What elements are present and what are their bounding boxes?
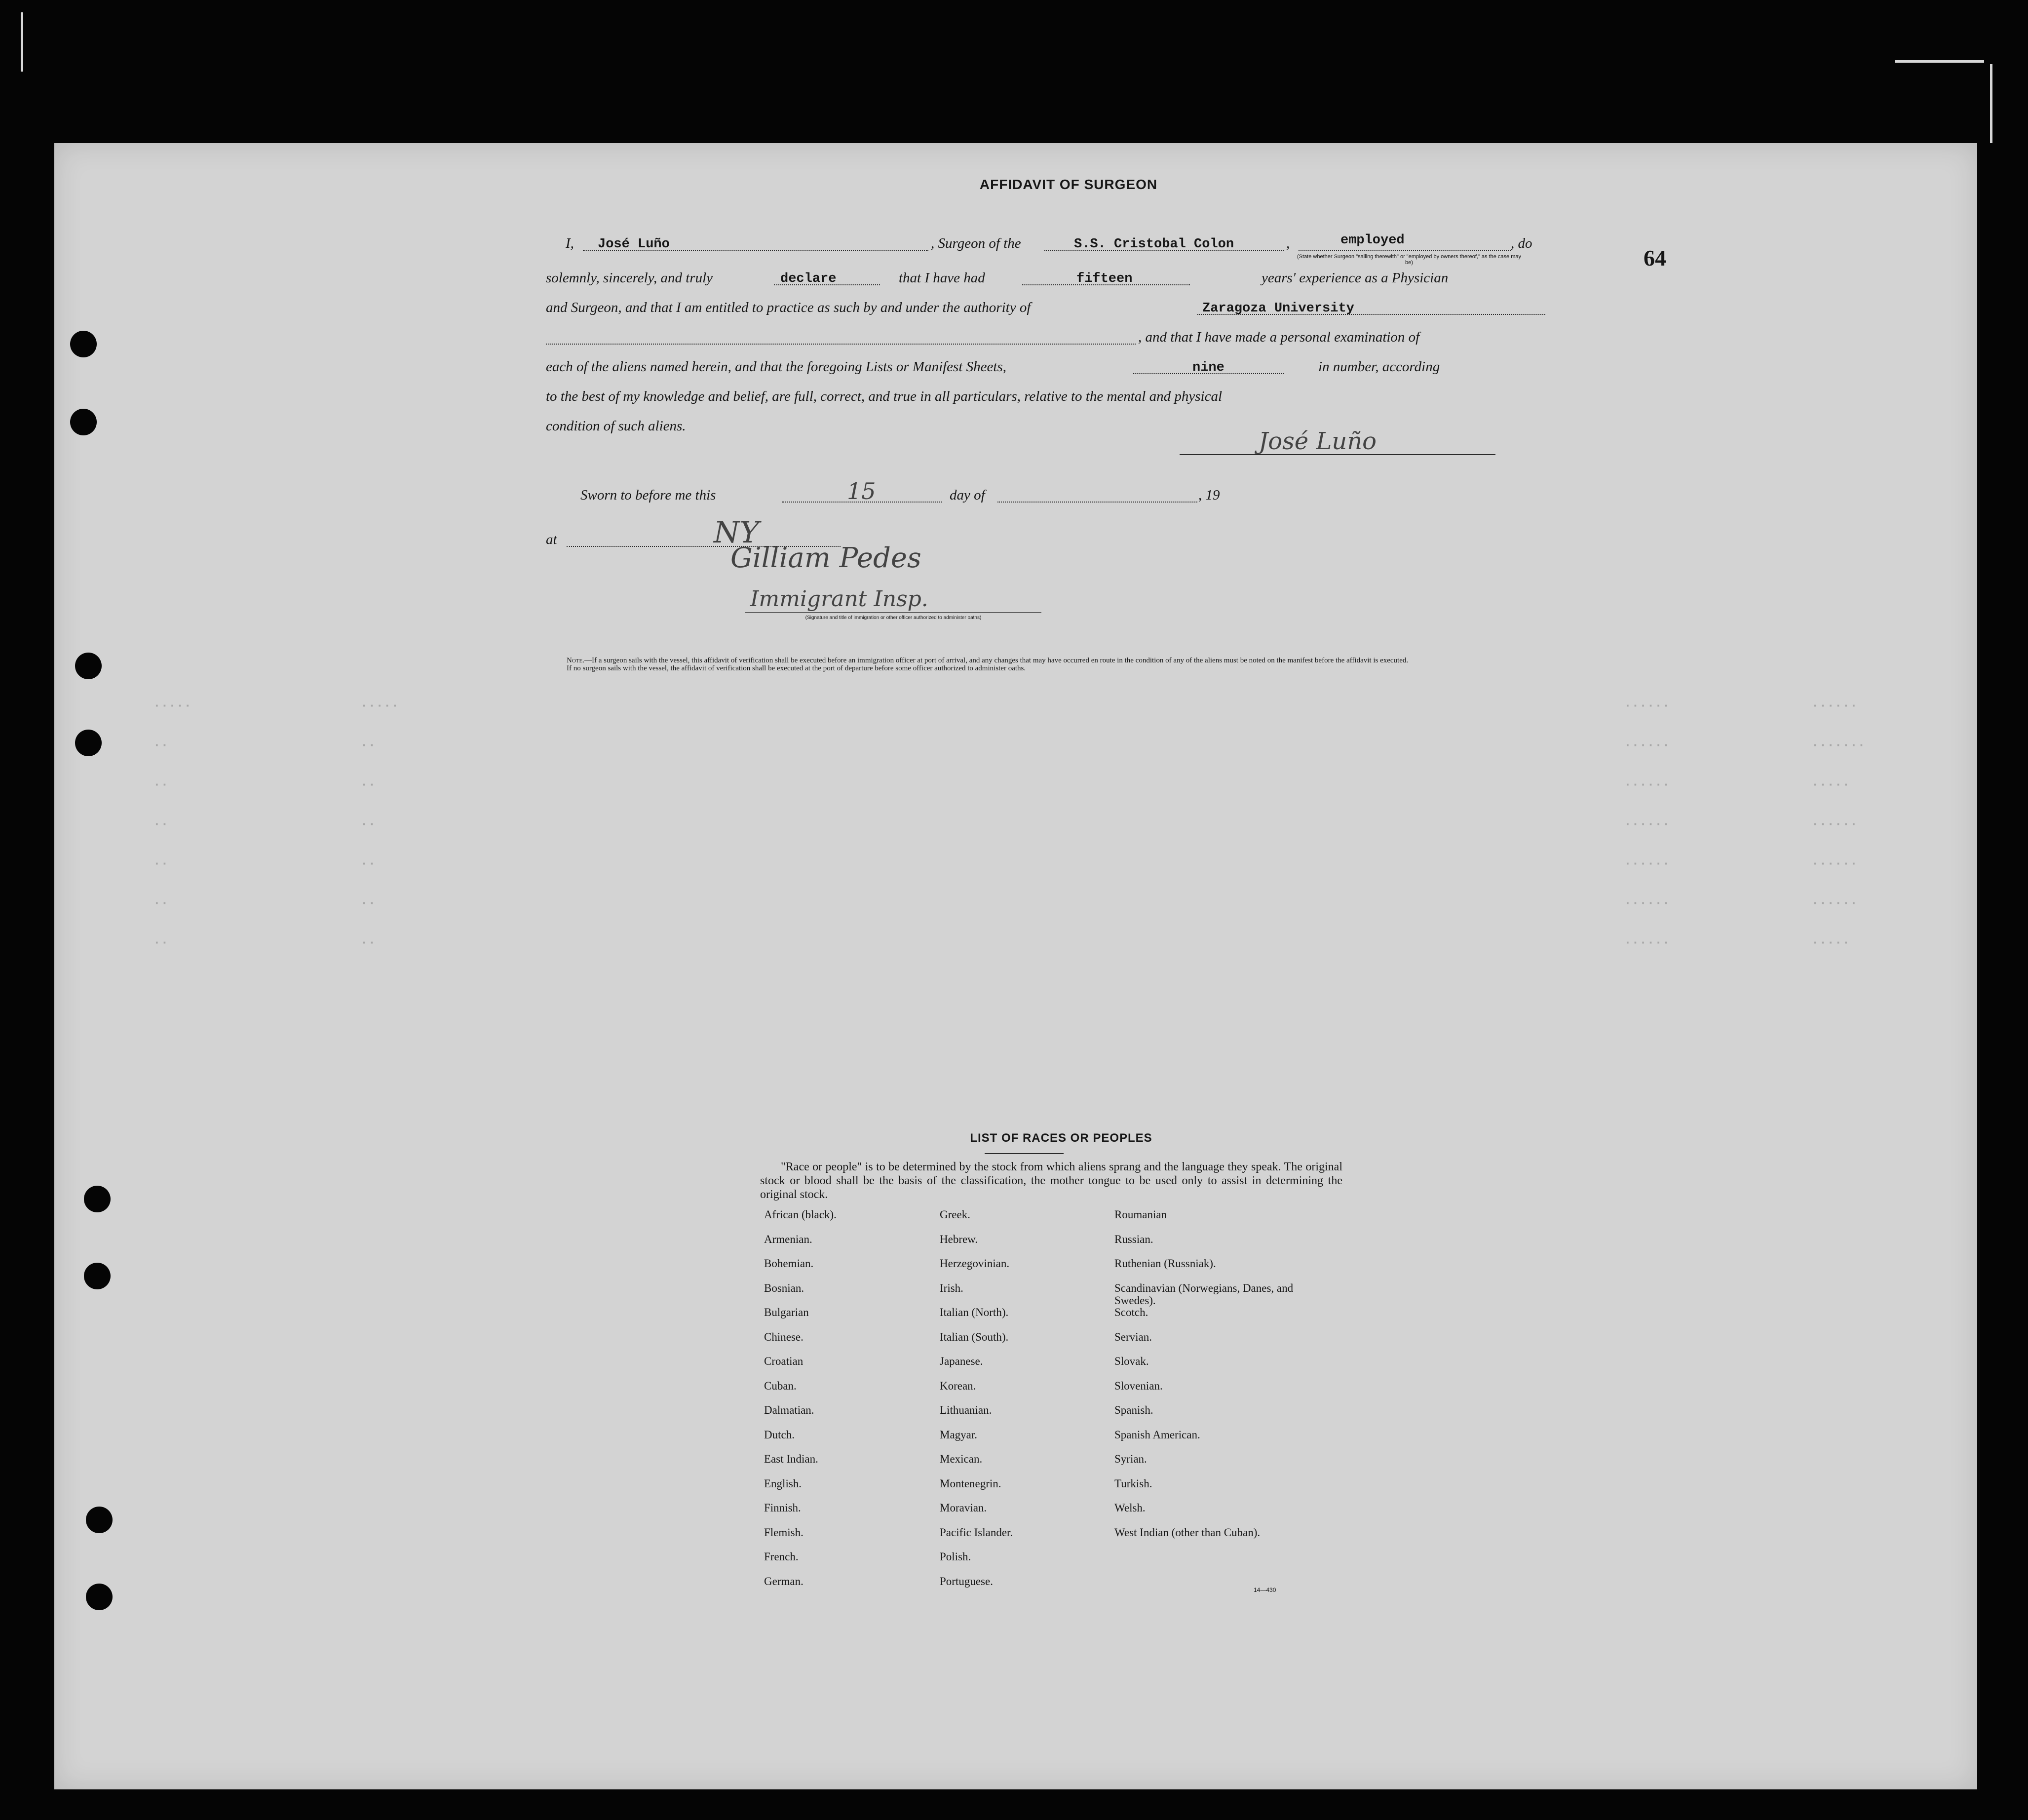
race-item: Spanish American. <box>1114 1428 1200 1441</box>
races-intro <box>760 1160 1342 1201</box>
note-line-2: If no surgeon sails with the vessel, the affidavit of verification shall be executed at the port of departure before some officer authorized to administer oaths. <box>567 664 1026 672</box>
race-item: Greek. <box>940 1208 970 1221</box>
line-text: , 19 <box>1198 487 1220 503</box>
race-item: Slovenian. <box>1114 1379 1163 1392</box>
line-text: , and that I have made a personal examination of <box>1138 329 1420 345</box>
races-column-3 <box>1114 1208 1322 1550</box>
line-text: each of the aliens named herein, and that the foregoing Lists or Manifest Sheets, <box>546 359 1006 375</box>
line-text: in number, according <box>1318 359 1440 375</box>
line-text: day of <box>950 487 985 503</box>
surgeon-signature: José Luño <box>1259 427 1377 455</box>
race-item: Bosnian. <box>764 1281 804 1294</box>
race-item: Cuban. <box>764 1379 797 1392</box>
note-text: —If a surgeon sails with the vessel, this affidavit of verification shall be executed before an immigration officer at port of arrival, and any changes that may have occurred en route in the condition of any of the aliens must be noted on the manifest before the affidavit is executed. <box>584 657 1409 664</box>
race-item: Hebrew. <box>940 1233 978 1245</box>
races-column-2 <box>940 1208 1117 1599</box>
line-text: , <box>1286 235 1290 251</box>
vessel-name: S.S. Cristobal Colon <box>1074 237 1234 252</box>
line-text: at <box>546 532 557 547</box>
race-item: Croatian <box>764 1355 804 1367</box>
race-item: Finnish. <box>764 1502 801 1514</box>
line-text: that I have had <box>899 270 985 286</box>
race-item: German. <box>764 1575 804 1588</box>
race-item: Dalmatian. <box>764 1404 814 1416</box>
line-text: to the best of my knowledge and belief, are full, correct, and true in all particulars, relative to the mental and physical <box>546 388 1223 404</box>
race-item: Spanish. <box>1114 1404 1153 1416</box>
sheet-count: nine <box>1192 360 1224 375</box>
races-column-1 <box>764 1208 942 1599</box>
years-experience: fifteen <box>1076 271 1133 286</box>
race-item: East Indian. <box>764 1453 818 1465</box>
races-section <box>54 143 1977 1789</box>
race-item: Dutch. <box>764 1428 795 1441</box>
race-item: Portuguese. <box>940 1575 993 1588</box>
sworn-place: NY <box>714 515 760 550</box>
race-item: Korean. <box>940 1379 976 1392</box>
line-text: solemnly, sincerely, and truly <box>546 270 713 286</box>
line-text: condition of such aliens. <box>546 418 686 434</box>
race-item: Turkish. <box>1114 1477 1152 1490</box>
race-item: Welsh. <box>1114 1502 1146 1514</box>
authority: Zaragoza University <box>1202 301 1354 316</box>
bleed-through-manifest: ····· ····· ······ ······ ·· ·· ······ ······· ·· ·· ······ ····· ·· ·· ······ ······ ·· ·· ······ ······ ·· ·· ······ ······ ·· ·· ······ ····· <box>153 698 1866 950</box>
races-title: LIST OF RACES OR PEOPLES <box>970 1131 1152 1145</box>
edge-mark <box>1990 64 1992 143</box>
race-item: Syrian. <box>1114 1453 1147 1465</box>
race-item: Lithuanian. <box>940 1404 992 1416</box>
form-number: 14—430 <box>1254 1587 1276 1593</box>
race-item: Montenegrin. <box>940 1477 1001 1490</box>
race-item: Bulgarian <box>764 1306 809 1318</box>
document-page <box>54 143 1977 1789</box>
line-text: and Surgeon, and that I am entitled to practice as such by and under the authority of <box>546 300 1031 315</box>
race-item: Chinese. <box>764 1330 804 1343</box>
race-item: Ruthenian (Russniak). <box>1114 1257 1216 1270</box>
race-item: Armenian. <box>764 1233 812 1245</box>
race-item: Scotch. <box>1114 1306 1148 1318</box>
race-item: West Indian (other than Cuban). <box>1114 1526 1261 1539</box>
edge-mark <box>21 12 23 72</box>
title-rule <box>985 1153 1064 1154</box>
race-item: Scandinavian (Norwegians, Danes, and Swedes). <box>1114 1281 1294 1307</box>
race-item: Russian. <box>1114 1233 1153 1245</box>
officer-caption: (Signature and title of immigration or other officer authorized to administer oaths) <box>805 615 982 620</box>
race-item: Moravian. <box>940 1502 987 1514</box>
note-label: Note. <box>567 657 584 664</box>
race-item: Bohemian. <box>764 1257 814 1270</box>
races-intro-text: "Race or people" is to be determined by the stock from which aliens sprang and the language they speak. The original stock or blood shall be the basis of the classification, the mother tongue to be used only to assist in determining the original stock. <box>760 1161 1342 1201</box>
edge-mark <box>1895 60 1984 63</box>
race-item: Herzegovinian. <box>940 1257 1010 1270</box>
page-number: 64 <box>1644 245 1666 271</box>
declare-verb: declare <box>780 271 837 286</box>
race-item: English. <box>764 1477 802 1490</box>
surgeon-name: José Luño <box>598 237 670 252</box>
line-text: Sworn to before me this <box>580 487 716 503</box>
officer-signature: Gilliam Pedes <box>730 542 921 574</box>
line-text: I, <box>566 235 574 251</box>
race-item: Italian (South). <box>940 1330 1009 1343</box>
race-item: Polish. <box>940 1550 971 1563</box>
race-item: Servian. <box>1114 1330 1152 1343</box>
surgeon-status: employed <box>1340 233 1405 248</box>
race-item: Pacific Islander. <box>940 1526 1013 1539</box>
line-text: years' experience as a Physician <box>1262 270 1449 286</box>
line-text: , Surgeon of the <box>931 235 1021 251</box>
line-text: , do <box>1511 235 1532 251</box>
race-item: Flemish. <box>764 1526 804 1539</box>
race-item: African (black). <box>764 1208 837 1221</box>
affidavit-title: AFFIDAVIT OF SURGEON <box>979 177 1158 192</box>
status-instruction: (State whether Surgeon "sailing therewith" or "employed by owners thereof," as the case may be) <box>1297 254 1522 266</box>
race-item: French. <box>764 1550 799 1563</box>
race-item: Magyar. <box>940 1428 978 1441</box>
officer-title: Immigrant Insp. <box>750 586 928 612</box>
race-item: Slovak. <box>1114 1355 1149 1367</box>
race-item: Japanese. <box>940 1355 983 1367</box>
race-item: Italian (North). <box>940 1306 1009 1318</box>
sworn-day: 15 <box>847 478 876 504</box>
race-item: Mexican. <box>940 1453 983 1465</box>
race-item: Irish. <box>940 1281 963 1294</box>
race-item: Roumanian <box>1114 1208 1167 1221</box>
